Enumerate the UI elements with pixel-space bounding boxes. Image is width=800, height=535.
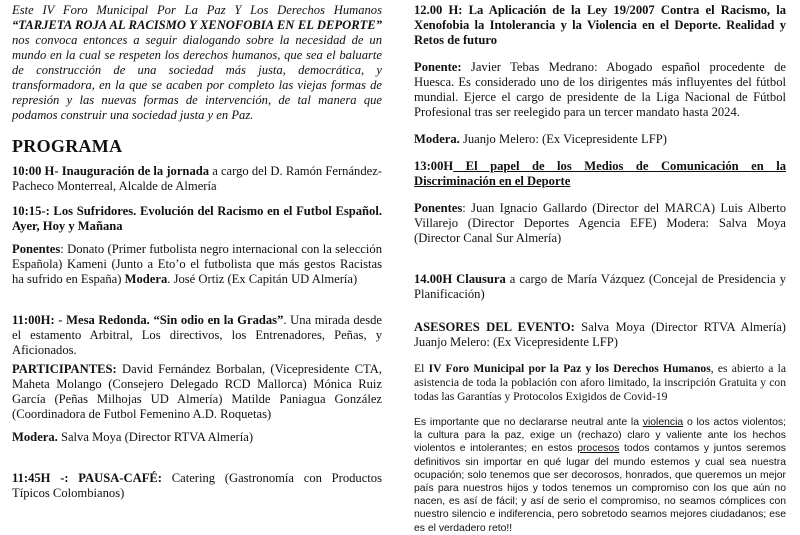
program-item-mesa-modera	[12, 430, 382, 445]
program-item-sufridores: 10:15-: Los Sufridores. Evolución del Racismo en el Futbol Español. Ayer, Hoy y Mañana	[12, 204, 382, 233]
item-time: 13:00H	[414, 159, 454, 173]
item-description: . Una mirada desde el estamento Arbitral, Los directivos, los Entrenadores, Peñas, y Aficionados.	[12, 313, 382, 357]
closing-part-3: todos contamos y juntos seremos definitivos sin importar en qué lugar del mundo estemos y cual sea nuestra ocupación; solo tenemos que ser decorosos, honrados, que queremos un mejor país para nuestros hijos y todos tenemos un compromiso con los que aún no nacen, es así de fácil; y así de serio el compromiso, no seamos cómplices con nuestro silencio e indiferencia, pero sobretodo seamos mejores ciudadanos; ese es el verdadero reto!!	[414, 443, 786, 534]
modera-label: Modera.	[12, 430, 58, 444]
foro-text: , es abierto a la asistencia de toda la población con aforo limitado, la inscripción Gratuita y con todas las Garantías y Protocolos Exigidos de Covid-19	[414, 362, 786, 403]
program-item-sufridores-ponentes	[12, 242, 382, 287]
item-time-title: 14.00H Clausura	[414, 272, 506, 286]
left-column	[12, 0, 382, 501]
closing-violencia: violencia	[642, 417, 684, 428]
ponente-label: Ponente:	[414, 60, 462, 74]
modera-label: Modera	[124, 272, 168, 286]
program-item-inauguracion	[12, 164, 382, 194]
modera-label: Modera.	[414, 132, 460, 146]
asesores-text: Salva Moya (Director RTVA Almería) Juanjo Melero: (Ex Vicepresidente LFP)	[414, 320, 786, 349]
program-item-medios	[414, 159, 786, 189]
modera-text: Juanjo Melero: (Ex Vicepresidente LFP)	[459, 132, 667, 146]
closing-procesos: procesos	[577, 443, 620, 455]
programa-heading: PROGRAMA	[12, 136, 123, 156]
ponentes-text: : Juan Ignacio Gallardo (Director del MARCA) Luis Alberto Villarejo (Director Deportes Agencia EFE) Modera: Salva Moya (Director Canal Sur Almería)	[414, 201, 786, 245]
intro-paragraph	[12, 3, 382, 123]
intro-event-title: “TARJETA ROJA AL RACISMO Y XENOFOBIA EN EL DEPORTE”	[12, 18, 382, 32]
intro-pre: Este IV Foro Municipal Por La Paz Y Los Derechos Humanos	[12, 3, 382, 17]
program-item-medios-ponentes	[414, 201, 786, 246]
foro-pre: El	[414, 362, 429, 375]
right-column	[414, 0, 786, 535]
ponentes-label: Ponentes	[414, 201, 463, 215]
closing-part-1: Es importante que no declararse neutral ante la	[414, 417, 643, 428]
asesores-evento	[414, 320, 786, 350]
program-item-ley-ponente	[414, 60, 786, 120]
participantes-label: PARTICIPANTES:	[12, 362, 117, 376]
item-time-title: 11:00H: - Mesa Redonda. “Sin odio en la Gradas”	[12, 313, 284, 327]
item-time-title: 10:00 H- Inauguración de la jornada	[12, 164, 210, 178]
item-description: a cargo de María Vázquez (Concejal de Presidencia y Planificación)	[414, 272, 786, 301]
ponentes-text: : Donato (Primer futbolista negro internacional con la selección Española) Kameni (Junto a Eto’o el futbolista que más gestos Racistas ha sufrido en España)	[12, 242, 382, 286]
item-time-title: 11:45H -: PAUSA-CAFÉ:	[12, 471, 162, 485]
item-title: El papel de los Medios de Comunicación en la Discriminación en el Deporte	[414, 159, 786, 188]
program-item-ley-19-2007: 12.00 H: La Aplicación de la Ley 19/2007 Contra el Racismo, la Xenofobia la Intolerancia y la Violencia en el Deporte. Realidad y Retos de futuro	[414, 3, 786, 47]
program-item-mesa-redonda	[12, 313, 382, 358]
asesores-label: ASESORES DEL EVENTO:	[414, 320, 575, 334]
participantes-text: David Fernández Borbalan, (Vicepresidente CTA, Maheta Molango (Consejero Delegado RCD Mallorca) Mónica Ruiz García (Peñas Milhojas UD Almería) Matilde Paniagua González (Coordinadora de Futbol Femenino A.D. Roquetas)	[12, 362, 382, 421]
modera-text: Salva Moya (Director RTVA Almería)	[57, 430, 254, 444]
closing-statement	[414, 416, 786, 535]
ponente-text: Javier Tebas Medrano: Abogado español procedente de Huesca. Es considerado uno de los dirigentes más influyentes del fútbol mundial. Ejerce el cargo de presidente de la Liga Nacional de Fútbol Profesional tras ser reelegido para un tercer mandato hasta 2024.	[414, 60, 786, 119]
item-description: Catering (Gastronomía con Productos Típicos Colombianos)	[12, 471, 382, 500]
program-item-mesa-participantes	[12, 362, 382, 422]
modera-text: . José Ortiz (Ex Capitán UD Almería)	[167, 272, 358, 286]
intro-post: nos convoca entonces a seguir dialogando sobre la necesidad de un mundo en la cual se respeten los derechos humanos, que sea el baluarte de construcción de una sociedad más justa, democrática, y transformadora, en la que se acaben por completo las viejas formas de represión y las nuevas formas de intervención, de tal manera que podamos construir una sociedad justa y en Paz.	[12, 33, 382, 122]
program-item-pausa-cafe	[12, 471, 382, 501]
closing-part-2: o los actos violentos; la cultura para la paz, exige un (rechazo) claro y valiente ante los hechos violentos e intolerantes; en estos	[414, 417, 786, 455]
ponentes-label: Ponentes	[12, 242, 61, 256]
item-description: a cargo del D. Ramón Fernández-Pacheco Monterreal, Alcalde de Almería	[12, 164, 383, 193]
program-item-ley-modera	[414, 132, 786, 147]
foro-info	[414, 362, 786, 404]
foro-name: IV Foro Municipal por la Paz y los Derechos Humanos	[428, 362, 711, 375]
program-item-clausura	[414, 272, 786, 302]
